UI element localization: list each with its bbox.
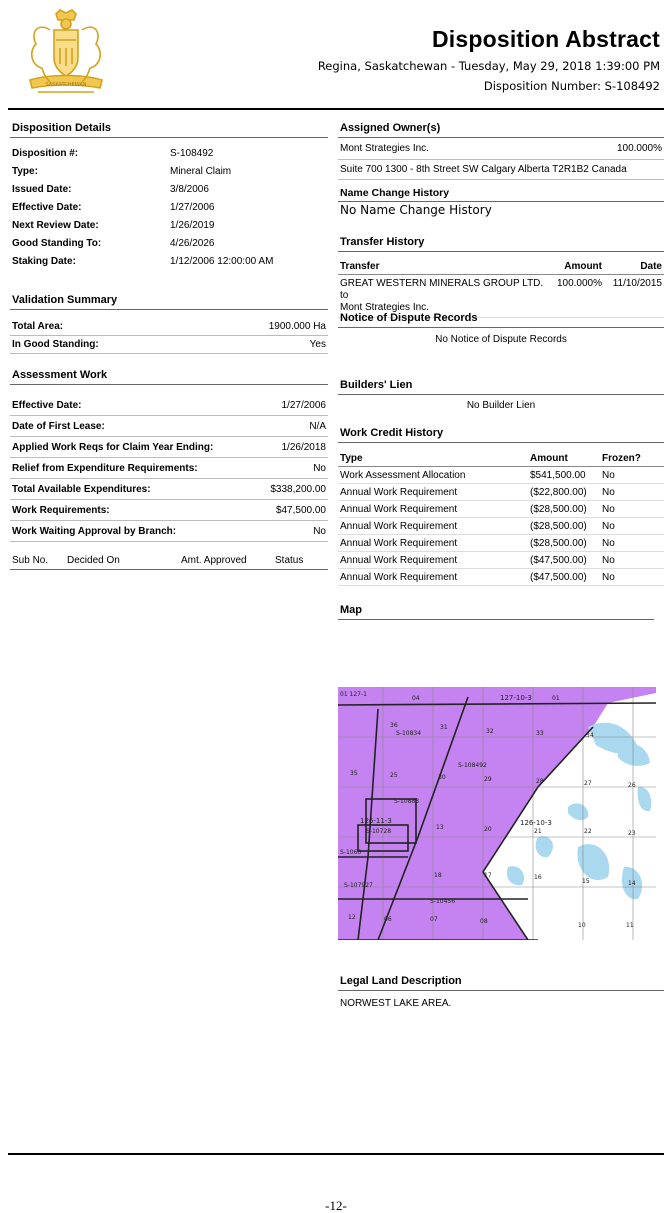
detail-value: 1/12/2006 12:00:00 AM [170,255,274,267]
footer-divider [8,1153,664,1155]
map-label: 07 [430,916,438,923]
section-title: Legal Land Description [338,973,664,991]
map-label: S-10883 [394,798,420,805]
section-title: Name Change History [338,185,664,202]
credit-amount: ($47,500.00) [530,554,587,566]
map-label: 31 [440,724,448,731]
map-label: 01 [552,695,560,702]
detail-row [10,234,328,252]
detail-value: S-108492 [170,147,214,159]
detail-row [10,198,328,216]
map-label: 29 [484,776,492,783]
assessment-value: 1/26/2018 [281,441,326,453]
map-label: 06 [384,916,392,923]
transfer-date: 11/10/2015 [612,278,662,289]
detail-label: Good Standing To: [12,237,102,249]
transfer-history-section [338,234,664,318]
credit-amount: ($47,500.00) [530,571,587,583]
credit-row [338,552,664,569]
credit-type: Work Assessment Allocation [340,469,466,481]
dispute-empty: No Notice of Dispute Records [435,334,567,345]
lien-empty: No Builder Lien [466,400,536,411]
credit-frozen: No [602,469,615,481]
section-title: Validation Summary [10,292,328,310]
detail-row [10,216,328,234]
map-label: 26 [628,782,636,789]
detail-value: 4/26/2026 [170,237,215,249]
legal-land-value: NORWEST LAKE AREA. [340,998,452,1009]
assessment-row [10,437,328,458]
assessment-label: Work Requirements: [12,504,110,516]
assessment-value: No [313,462,326,474]
assessment-label: Effective Date: [12,399,82,411]
section-title: Assigned Owner(s) [338,120,664,138]
assessment-label: Total Available Expenditures: [12,483,151,495]
detail-row [10,180,328,198]
owner-name: Mont Strategies Inc. [340,143,429,154]
assessment-value: $338,200.00 [270,483,326,495]
section-title: Notice of Dispute Records [338,310,664,328]
map-label: S-10456 [430,898,456,905]
transfer-amount: 100.000% [556,278,602,289]
map-label: 15 [582,878,590,885]
section-title: Builders' Lien [338,377,664,395]
assessment-label: Applied Work Reqs for Claim Year Ending: [12,441,214,453]
location-datetime: Regina, Saskatchewan - Tuesday, May 29, 2018 1:39:00 PM [317,59,660,73]
claim-map-image [338,687,656,940]
map-label: 21 [534,828,542,835]
map-label: 04 [412,695,420,702]
assessment-row [10,479,328,500]
crest-motto: SASKATCHEWAN [45,82,87,88]
transfer-table-header [338,258,664,275]
assessment-row [10,500,328,521]
map-label: 27 [584,780,592,787]
detail-value: Mineral Claim [170,165,232,177]
owner-percent: 100.000% [616,143,662,154]
assessment-value: $47,500.00 [275,504,326,516]
credit-type: Annual Work Requirement [340,537,458,549]
assessment-work-section [10,367,328,570]
credit-frozen: No [602,486,615,498]
detail-row [10,144,328,162]
assessment-row [10,395,328,416]
detail-label: Disposition #: [12,147,79,159]
validation-value: Yes [309,339,326,350]
map-label: 18 [434,872,442,879]
validation-label: Total Area: [12,321,64,332]
transfer-from: GREAT WESTERN MINERALS GROUP LTD. to [340,278,544,301]
column-header: Date [640,260,662,272]
map-label: S-107927 [344,882,373,889]
work-credit-history-section [338,425,664,586]
column-header: Amt. Approved [181,555,247,566]
section-title: Transfer History [338,234,664,252]
name-change-history-section [338,185,664,217]
map-label: 36 [390,722,398,729]
map-label: S-10728 [366,828,392,835]
disposition-number-header: Disposition Number: S-108492 [483,79,660,93]
map-label: 20 [484,826,492,833]
map-label: 127-10-3 [500,694,532,702]
map-section [338,602,654,620]
detail-label: Next Review Date: [12,219,99,231]
credit-row [338,484,664,501]
saskatchewan-crest-logo [20,8,112,100]
map-label: 01 127-1 [340,691,367,698]
column-header: Transfer [340,260,380,272]
column-header: Sub No. [12,555,49,566]
column-header: Status [275,555,304,566]
credit-frozen: No [602,520,615,532]
column-header: Amount [530,453,568,464]
map-label: 10 [578,922,586,929]
credit-frozen: No [602,571,615,583]
credit-row [338,535,664,552]
detail-label: Effective Date: [12,201,82,213]
credit-type: Annual Work Requirement [340,554,458,566]
validation-row [10,336,328,354]
section-title: Disposition Details [10,120,328,138]
map-label: 126-11-3 [360,817,392,825]
credit-frozen: No [602,537,615,549]
map-label: S-1060 [340,849,362,856]
column-header: Type [340,453,363,464]
map-label: 08 [480,918,488,925]
assessment-label: Date of First Lease: [12,420,105,432]
map-label: 126-10-3 [520,819,552,827]
map-label: 11 [626,922,634,929]
map-label: 14 [628,880,636,887]
map-label: 16 [534,874,542,881]
credit-row [338,467,664,484]
assigned-owners-section [338,120,664,180]
credit-type: Annual Work Requirement [340,486,458,498]
map-label: 32 [486,728,494,735]
map-label: 12 [348,914,356,921]
assessment-value: No [313,525,326,537]
map-label: 30 [438,774,446,781]
page-number: -12- [325,1198,347,1213]
credit-type: Annual Work Requirement [340,520,458,532]
detail-label: Issued Date: [12,183,72,195]
assessment-row [10,416,328,437]
validation-label: In Good Standing: [12,339,99,350]
header-divider [8,108,664,110]
credit-frozen: No [602,554,615,566]
assessment-label: Relief from Expenditure Requirements: [12,462,198,474]
map-label: 22 [584,828,592,835]
assessment-row [10,521,328,542]
map-label: 28 [536,778,544,785]
map-label: 25 [390,772,398,779]
transfer-parties [340,278,546,314]
section-title: Assessment Work [10,367,328,385]
owner-row [338,138,664,160]
detail-row [10,162,328,180]
credit-amount: $541,500.00 [530,469,586,481]
map-label: S-108492 [458,762,487,769]
credit-amount: ($22,800.00) [530,486,587,498]
section-title: Work Credit History [338,425,664,443]
map-label: 13 [436,824,444,831]
section-title: Map [338,602,654,620]
map-label: 17 [484,872,492,879]
map-label: 34 [586,732,594,739]
map-label: 35 [350,770,358,777]
map-label: 33 [536,730,544,737]
credit-row [338,518,664,535]
credit-amount: ($28,500.00) [530,537,587,549]
credit-amount: ($28,500.00) [530,520,587,532]
detail-value: 1/27/2006 [170,201,215,213]
assessment-label: Work Waiting Approval by Branch: [12,525,177,537]
credit-amount: ($28,500.00) [530,503,587,515]
builders-lien-section [338,377,664,411]
detail-value: 1/26/2019 [170,219,215,231]
column-header: Amount [564,260,602,272]
credit-type: Annual Work Requirement [340,503,458,515]
owner-address: Suite 700 1300 - 8th Street SW Calgary Alberta T2R1B2 Canada [338,160,664,180]
detail-row [10,252,328,270]
credit-row [338,501,664,518]
validation-row [10,318,328,336]
assessment-value: 1/27/2006 [281,399,326,411]
transfer-to: Mont Strategies Inc. [340,302,429,313]
assessment-table-header [10,552,328,570]
validation-summary-section [10,292,328,354]
page-title: Disposition Abstract [431,26,660,52]
map-label: S-10834 [396,730,422,737]
disposition-details-section [10,120,328,270]
assessment-value: N/A [309,420,326,432]
validation-value: 1900.000 Ha [268,321,326,332]
column-header: Decided On [67,555,120,566]
name-change-empty: No Name Change History [340,203,492,217]
credit-frozen: No [602,503,615,515]
credit-row [338,569,664,586]
detail-value: 3/8/2006 [170,183,209,195]
detail-label: Staking Date: [12,255,76,267]
legal-land-description-section [338,973,664,1009]
detail-label: Type: [12,165,38,177]
credit-table-header [338,451,664,467]
map-label: 23 [628,830,636,837]
credit-type: Annual Work Requirement [340,571,458,583]
notice-of-dispute-section [338,310,664,345]
assessment-row [10,458,328,479]
column-header: Frozen? [602,453,641,464]
